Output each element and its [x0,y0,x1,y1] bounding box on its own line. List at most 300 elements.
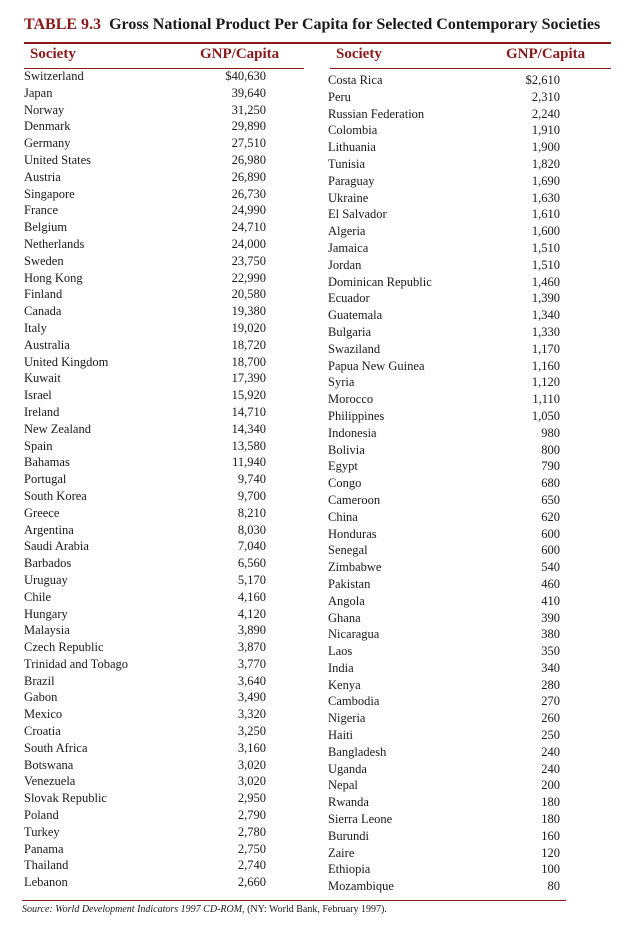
gnp-value: 240 [541,761,560,776]
society-name: Honduras [328,526,377,541]
table-row [328,828,560,845]
society-name: Turkey [24,824,60,839]
gnp-value: 180 [541,795,560,810]
table-row [24,706,266,723]
gnp-value: 2,950 [237,791,266,806]
society-name: Bulgaria [328,324,372,339]
society-name: Jamaica [328,240,369,255]
gnp-value: 2,660 [237,875,266,890]
society-name: Dominican Republic [328,274,432,289]
table-row [24,723,266,740]
society-name: Zaire [328,845,355,860]
society-name: Paraguay [328,173,375,188]
gnp-value: 1,110 [532,392,560,407]
society-name: South Korea [24,488,87,503]
table-row [24,169,266,186]
society-name: Canada [24,304,62,319]
table-row [328,777,560,794]
gnp-value: 6,560 [237,556,266,571]
society-name: Bahamas [24,455,70,470]
society-name: France [24,203,59,218]
table-row [24,102,266,119]
left-gnp-header: GNP/Capita [200,46,280,62]
table-row [24,320,266,337]
source-note [22,904,387,915]
table-row [24,135,266,152]
table-row [24,303,266,320]
society-name: Congo [328,476,362,491]
gnp-value: 1,630 [531,190,560,205]
table-row [24,253,266,270]
table-row [24,622,266,639]
gnp-value: 410 [541,593,560,608]
gnp-value: 5,170 [237,572,266,587]
gnp-value: 24,710 [231,220,266,235]
society-name: Philippines [328,408,385,423]
table-row [24,572,266,589]
society-name: Ethiopia [328,862,371,877]
table-row [24,505,266,522]
table-row [328,374,560,391]
society-name: Israel [24,388,52,403]
table-row [328,358,560,375]
gnp-value: 8,210 [237,505,266,520]
society-name: Trinidad and Tobago [24,656,128,671]
table-row [24,219,266,236]
gnp-value: 31,250 [231,102,266,117]
table-row [24,471,266,488]
society-name: Japan [24,85,53,100]
table-row [24,85,266,102]
society-name: Argentina [24,522,74,537]
table-row [328,106,560,123]
table-number: TABLE 9.3 [24,16,102,33]
society-name: Austria [24,169,61,184]
society-name: Sierra Leone [328,812,393,827]
table-row [328,710,560,727]
gnp-value: 26,730 [231,186,266,201]
society-name: Singapore [24,186,75,201]
society-name: Thailand [24,858,69,873]
gnp-value: 280 [541,677,560,692]
gnp-value: 1,900 [531,140,560,155]
gnp-value: 3,870 [237,640,266,655]
society-name: Czech Republic [24,640,104,655]
gnp-value: 8,030 [237,522,266,537]
gnp-value: 120 [541,845,560,860]
society-name: Egypt [328,459,358,474]
society-name: Denmark [24,119,71,134]
table-row [24,689,266,706]
gnp-value: 1,390 [531,291,560,306]
society-name: Greece [24,505,60,520]
table-row [24,438,266,455]
table-row [328,307,560,324]
society-name: Brazil [24,673,55,688]
table-row [328,744,560,761]
gnp-value: 1,510 [531,257,560,272]
gnp-value: 2,240 [531,106,560,121]
society-name: Cambodia [328,694,380,709]
society-name: Zimbabwe [328,560,382,575]
table-row [24,202,266,219]
society-name: Lebanon [24,875,68,890]
source-label: Source: [22,904,53,915]
gnp-value: 2,790 [237,808,266,823]
table-title [24,16,614,34]
gnp-value: 240 [541,744,560,759]
right-header-rule [330,68,611,69]
gnp-value: 22,990 [231,270,266,285]
table-row [24,270,266,287]
gnp-value: 3,490 [237,690,266,705]
gnp-value: 13,580 [231,438,266,453]
gnp-value: 26,980 [231,152,266,167]
gnp-value: 29,890 [231,119,266,134]
society-name: Haiti [328,728,353,743]
table-row [328,173,560,190]
gnp-value: 100 [541,862,560,877]
table-row [328,341,560,358]
society-name: Guatemala [328,308,383,323]
table-row [24,841,266,858]
gnp-value: 620 [541,509,560,524]
gnp-value: 1,460 [531,274,560,289]
table-row [24,454,266,471]
society-name: Ireland [24,404,60,419]
table-row [328,408,560,425]
society-name: Saudi Arabia [24,539,89,554]
gnp-value: 26,890 [231,169,266,184]
table-row [24,186,266,203]
right-gnp-header: GNP/Capita [506,46,586,62]
gnp-value: 1,610 [531,207,560,222]
society-name: New Zealand [24,421,91,436]
gnp-value: 1,910 [531,123,560,138]
gnp-value: 1,050 [531,408,560,423]
table-row [328,240,560,257]
gnp-value: 39,640 [231,85,266,100]
society-name: Morocco [328,392,374,407]
table-row [328,727,560,744]
table-row [328,878,560,895]
society-name: Syria [328,375,355,390]
gnp-value: 80 [547,879,560,894]
society-name: United States [24,152,92,167]
table-row [328,458,560,475]
society-name: Cameroon [328,492,381,507]
society-name: Burundi [328,828,369,843]
gnp-value: 1,510 [531,240,560,255]
society-name: Panama [24,841,64,856]
table-row [328,861,560,878]
table-row [328,593,560,610]
table-row [24,354,266,371]
table-row [24,757,266,774]
society-name: Barbados [24,556,72,571]
table-row [328,391,560,408]
table-row [24,370,266,387]
gnp-value: 7,040 [237,539,266,554]
society-name: Senegal [328,543,368,558]
society-name: Venezuela [24,774,76,789]
table-row [24,421,266,438]
gnp-value: 4,160 [237,589,266,604]
society-name: Tunisia [328,156,366,171]
table-row [328,442,560,459]
gnp-value: $2,610 [525,73,560,87]
gnp-value: 3,320 [237,707,266,722]
gnp-value: 1,120 [531,375,560,390]
society-name: Belgium [24,220,68,235]
table-row [24,824,266,841]
society-name: United Kingdom [24,354,109,369]
table-row [328,257,560,274]
table-row [328,643,560,660]
gnp-value: 24,990 [231,203,266,218]
society-name: Slovak Republic [24,791,107,806]
society-name: Gabon [24,690,58,705]
table-row [328,72,560,89]
table-row [328,677,560,694]
table-row [24,639,266,656]
table-row [24,152,266,169]
society-name: Finland [24,287,63,302]
table-row [328,693,560,710]
gnp-value: 250 [541,728,560,743]
gnp-value: 380 [541,627,560,642]
table-row [328,89,560,106]
table-row [24,790,266,807]
table-row [328,425,560,442]
society-name: Norway [24,102,65,117]
society-name: Hong Kong [24,270,83,285]
gnp-value: 3,020 [237,757,266,772]
gnp-value: 340 [541,660,560,675]
table-row [328,610,560,627]
gnp-value: 260 [541,711,560,726]
table-row [328,190,560,207]
society-name: Pakistan [328,576,371,591]
gnp-value: 19,380 [231,304,266,319]
gnp-value: 1,820 [531,156,560,171]
table-row [328,626,560,643]
society-name: Papua New Guinea [328,358,425,373]
right-data-column [328,72,560,895]
society-name: Uganda [328,761,367,776]
gnp-value: 600 [541,526,560,541]
gnp-value: 2,740 [237,858,266,873]
table-row [24,488,266,505]
table-row [328,660,560,677]
gnp-value: 4,120 [237,606,266,621]
table-row [328,811,560,828]
gnp-value: 800 [541,442,560,457]
society-name: Poland [24,808,59,823]
society-name: Australia [24,337,70,352]
society-name: Nepal [328,778,358,793]
gnp-value: 3,020 [237,774,266,789]
table-row [328,156,560,173]
top-rule [24,42,611,44]
gnp-value: 11,940 [232,455,266,470]
gnp-value: 1,330 [531,324,560,339]
society-name: Swaziland [328,341,381,356]
society-name: Laos [328,644,353,659]
gnp-value: 27,510 [231,136,266,151]
gnp-value: 19,020 [231,320,266,335]
society-name: Colombia [328,123,378,138]
source-rest: (NY: World Bank, February 1997). [247,904,387,915]
society-name: Mozambique [328,879,394,894]
society-name: Lithuania [328,140,376,155]
society-name: Hungary [24,606,68,621]
society-name: Nigeria [328,711,366,726]
gnp-value: 1,600 [531,224,560,239]
society-name: China [328,509,358,524]
society-name: Ghana [328,610,361,625]
society-name: Russian Federation [328,106,425,121]
gnp-value: 23,750 [231,253,266,268]
table-row [24,857,266,874]
gnp-value: 3,640 [237,673,266,688]
society-name: Croatia [24,724,61,739]
table-row [24,522,266,539]
gnp-value: 3,770 [237,656,266,671]
table-row [24,68,266,85]
table-row [328,492,560,509]
table-row [328,761,560,778]
gnp-value: 2,780 [237,824,266,839]
gnp-value: 18,720 [231,337,266,352]
gnp-value: 1,690 [531,173,560,188]
source-publication: World Development Indicators 1997 CD-ROM, [55,904,245,915]
gnp-value: 2,750 [237,841,266,856]
table-row [24,807,266,824]
bottom-rule [22,900,566,901]
gnp-value: 9,740 [237,472,266,487]
table-row [24,589,266,606]
gnp-value: 650 [541,492,560,507]
gnp-value: 600 [541,543,560,558]
society-name: Malaysia [24,623,70,638]
table-row [328,845,560,862]
society-name: Switzerland [24,69,84,83]
gnp-value: 18,700 [231,354,266,369]
table-row [24,555,266,572]
table-row [24,387,266,404]
table-row [24,286,266,303]
gnp-value: 180 [541,812,560,827]
society-name: Indonesia [328,425,377,440]
table-row [328,274,560,291]
table-row [24,606,266,623]
gnp-value: 17,390 [231,371,266,386]
gnp-value: 540 [541,560,560,575]
table-row [328,576,560,593]
gnp-value: 2,310 [531,89,560,104]
left-data-column [24,68,266,891]
society-name: Algeria [328,224,366,239]
table-row [24,773,266,790]
gnp-value: 200 [541,778,560,793]
table-row [328,223,560,240]
society-name: Italy [24,320,47,335]
society-name: Germany [24,136,71,151]
table-row [24,874,266,891]
right-society-header: Society [336,46,382,62]
society-name: Sweden [24,253,64,268]
society-name: Spain [24,438,53,453]
gnp-value: 20,580 [231,287,266,302]
society-name: Netherlands [24,236,85,251]
society-name: Botswana [24,757,74,772]
gnp-value: 9,700 [237,488,266,503]
table-row [328,475,560,492]
gnp-value: 680 [541,476,560,491]
gnp-value: 160 [541,828,560,843]
society-name: Jordan [328,257,362,272]
society-name: Mexico [24,707,63,722]
left-society-header: Society [30,46,76,62]
gnp-value: $40,630 [225,69,266,83]
table-row [328,526,560,543]
society-name: South Africa [24,740,88,755]
table-row [328,290,560,307]
table-row [328,542,560,559]
society-name: Ecuador [328,291,370,306]
gnp-value: 15,920 [231,388,266,403]
society-name: India [328,660,354,675]
society-name: Nicaragua [328,627,380,642]
table-row [24,118,266,135]
table-row [24,740,266,757]
gnp-value: 270 [541,694,560,709]
table-row [328,206,560,223]
gnp-value: 390 [541,610,560,625]
gnp-value: 980 [541,425,560,440]
table-row [328,559,560,576]
table-row [24,337,266,354]
gnp-value: 350 [541,644,560,659]
table-row [24,236,266,253]
gnp-value: 3,160 [237,740,266,755]
society-name: Uruguay [24,572,68,587]
gnp-value: 1,160 [531,358,560,373]
table-row [328,794,560,811]
table-title-text: Gross National Product Per Capita for Selected Contemporary Societies [109,16,601,33]
gnp-value: 460 [541,576,560,591]
table-row [328,139,560,156]
table-row [24,656,266,673]
table-row [328,509,560,526]
society-name: Angola [328,593,365,608]
society-name: Kenya [328,677,361,692]
society-name: Bolivia [328,442,365,457]
society-name: Chile [24,589,52,604]
society-name: Rwanda [328,795,369,810]
gnp-value: 3,890 [237,623,266,638]
table-row [24,538,266,555]
gnp-value: 24,000 [231,236,266,251]
table-row [328,324,560,341]
table-row [328,122,560,139]
society-name: Kuwait [24,371,61,386]
gnp-value: 14,340 [231,421,266,436]
gnp-value: 790 [541,459,560,474]
society-name: Portugal [24,472,67,487]
gnp-value: 3,250 [237,724,266,739]
